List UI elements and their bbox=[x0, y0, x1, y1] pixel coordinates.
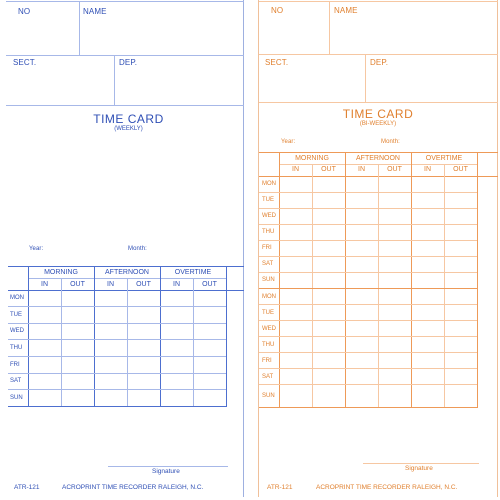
row-line bbox=[259, 256, 477, 257]
signature-label: Signature bbox=[152, 468, 180, 475]
day-label: FRI bbox=[262, 358, 272, 364]
no-name-divider bbox=[79, 1, 80, 55]
row-line bbox=[8, 306, 226, 307]
day-label: THU bbox=[10, 345, 23, 351]
overtime-mid-line bbox=[193, 278, 194, 407]
day-label: FRI bbox=[10, 362, 20, 368]
day-label: MON bbox=[262, 181, 276, 187]
card-title: TIME CARD bbox=[93, 112, 164, 126]
morning-right-line bbox=[345, 152, 346, 408]
sect-label: SECT. bbox=[13, 58, 37, 67]
afternoon-header: AFTERNOON bbox=[105, 269, 149, 276]
day-label: MON bbox=[10, 295, 24, 301]
row-line bbox=[8, 339, 226, 340]
row-line bbox=[259, 192, 477, 193]
day-label: SAT bbox=[262, 261, 274, 267]
day-label: SUN bbox=[262, 393, 275, 399]
day-label: SAT bbox=[262, 374, 274, 380]
row-line bbox=[259, 352, 477, 353]
overtime-out-header: OUT bbox=[453, 166, 468, 173]
morning-in-header: IN bbox=[41, 281, 48, 288]
afternoon-mid-line bbox=[378, 164, 379, 408]
company-name: ACROPRINT TIME RECORDER RALEIGH, N.C. bbox=[316, 484, 458, 491]
signature-label: Signature bbox=[405, 465, 433, 472]
card-subtitle: (BI-WEEKLY) bbox=[359, 121, 397, 127]
table-head-bottom-line bbox=[8, 290, 244, 291]
day-label: SUN bbox=[262, 277, 275, 283]
afternoon-in-header: IN bbox=[107, 281, 114, 288]
no-label: NO bbox=[271, 6, 284, 15]
afternoon-in-header: IN bbox=[358, 166, 365, 173]
row-line bbox=[259, 304, 477, 305]
afternoon-mid-line bbox=[127, 278, 128, 407]
sect-label: SECT. bbox=[265, 58, 289, 67]
afternoon-header: AFTERNOON bbox=[356, 155, 400, 162]
day-label: WED bbox=[10, 328, 24, 334]
morning-header: MORNING bbox=[44, 269, 78, 276]
row-line bbox=[259, 208, 477, 209]
day-label: WED bbox=[262, 213, 276, 219]
month-label: Month: bbox=[381, 139, 400, 145]
card-subtitle: (WEEKLY) bbox=[114, 126, 143, 132]
day-label: FRI bbox=[262, 245, 272, 251]
card-title: TIME CARD bbox=[342, 107, 414, 121]
day-label: MON bbox=[262, 294, 276, 300]
morning-out-header: OUT bbox=[321, 166, 336, 173]
dep-label: DEP. bbox=[370, 58, 389, 67]
overtime-right-line bbox=[477, 152, 478, 408]
overtime-header: OVERTIME bbox=[174, 269, 212, 276]
row-line bbox=[259, 368, 477, 369]
model-number: ATR-121 bbox=[267, 484, 293, 491]
row-line bbox=[259, 336, 477, 337]
week-divider-line bbox=[259, 288, 477, 289]
month-label: Month: bbox=[128, 246, 147, 252]
table-top-line bbox=[8, 266, 244, 267]
header-mid-line bbox=[6, 55, 244, 56]
day-label: TUE bbox=[10, 312, 22, 318]
overtime-out-header: OUT bbox=[202, 281, 217, 288]
day-label: THU bbox=[262, 229, 275, 235]
day-label: SAT bbox=[10, 378, 22, 384]
overtime-header: OVERTIME bbox=[425, 155, 463, 162]
no-name-divider bbox=[329, 1, 330, 54]
year-label: Year: bbox=[29, 246, 44, 252]
table-bottom-line bbox=[259, 407, 477, 408]
model-number: ATR-121 bbox=[14, 484, 40, 491]
signature-line bbox=[363, 463, 479, 464]
header-bottom-line bbox=[259, 102, 498, 103]
day-col-line bbox=[279, 152, 280, 408]
header-top-line bbox=[6, 1, 244, 2]
row-line bbox=[259, 272, 477, 273]
row-line bbox=[259, 240, 477, 241]
day-label: TUE bbox=[262, 310, 274, 316]
day-label: TUE bbox=[262, 197, 274, 203]
header-mid-line bbox=[259, 54, 498, 55]
dep-label: DEP. bbox=[119, 58, 138, 67]
morning-out-header: OUT bbox=[70, 281, 85, 288]
row-line bbox=[259, 384, 477, 385]
row-line bbox=[259, 224, 477, 225]
biweekly-time-card bbox=[258, 0, 498, 497]
table-top-line bbox=[259, 152, 498, 153]
sect-dep-divider bbox=[114, 55, 115, 105]
overtime-right-line bbox=[226, 266, 227, 407]
row-line bbox=[259, 320, 477, 321]
overtime-in-header: IN bbox=[424, 166, 431, 173]
morning-mid-line bbox=[312, 164, 313, 408]
row-line bbox=[8, 323, 226, 324]
company-name: ACROPRINT TIME RECORDER RALEIGH, N.C. bbox=[62, 484, 204, 491]
overtime-mid-line bbox=[444, 164, 445, 408]
header-top-line bbox=[259, 1, 498, 2]
day-label: SUN bbox=[10, 395, 23, 401]
afternoon-out-header: OUT bbox=[136, 281, 151, 288]
weekly-time-card bbox=[0, 0, 244, 497]
sect-dep-divider bbox=[365, 54, 366, 102]
afternoon-right-line bbox=[411, 152, 412, 408]
overtime-in-header: IN bbox=[173, 281, 180, 288]
name-label: NAME bbox=[83, 7, 107, 16]
year-label: Year: bbox=[281, 139, 296, 145]
table-bottom-line bbox=[8, 406, 226, 407]
day-label: WED bbox=[262, 326, 276, 332]
day-label: THU bbox=[262, 342, 275, 348]
row-line bbox=[8, 356, 226, 357]
morning-mid-line bbox=[61, 278, 62, 407]
row-line bbox=[8, 373, 226, 374]
name-label: NAME bbox=[334, 6, 358, 15]
header-bottom-line bbox=[6, 105, 244, 106]
morning-in-header: IN bbox=[292, 166, 299, 173]
morning-header: MORNING bbox=[295, 155, 329, 162]
signature-line bbox=[108, 466, 228, 467]
afternoon-out-header: OUT bbox=[387, 166, 402, 173]
no-label: NO bbox=[18, 7, 31, 16]
row-line bbox=[8, 389, 226, 390]
